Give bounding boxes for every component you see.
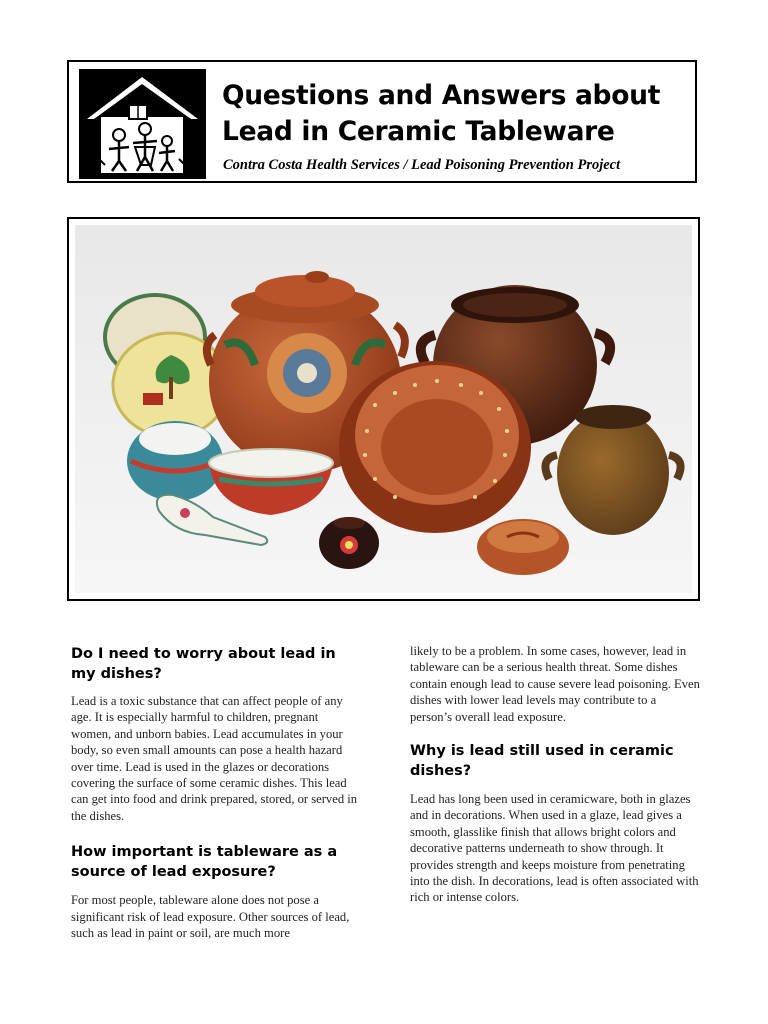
header-box <box>67 60 697 183</box>
page-title: Questions and Answers about Lead in Ceramic Tableware <box>222 80 661 147</box>
page-subtitle: Contra Costa Health Services / Lead Poisoning Prevention Project <box>223 157 621 173</box>
section-heading-why-used: Why is lead still used in ceramic dishes? <box>410 743 674 780</box>
ceramic-tableware-photo-icon <box>75 225 692 593</box>
tableware-photo <box>67 217 700 601</box>
section-heading-worry: Do I need to worry about lead in my dishes? <box>71 646 336 682</box>
left-column <box>71 644 361 941</box>
house-family-icon <box>79 69 206 179</box>
section-heading-importance: How important is tableware as a source of lead exposure? <box>71 844 338 881</box>
house-family-logo <box>79 69 206 179</box>
right-column <box>410 643 700 906</box>
section-body-importance-continued: likely to be a problem. In some cases, however, lead in tableware can be a serious health threat. Some dishes contain enough lead to cause severe lead poisoning. Even dishes with lower lead levels may contribute to a person’s overall lead exposure. <box>410 644 700 724</box>
section-body-worry: Lead is a toxic substance that can affect people of any age. It is especially harmful to children, pregnant women, and unborn babies. Lead accumulates in your body, so even small amounts can pose a health hazard over time. Lead is used in the glazes or decorations covering the surface of some ceramic dishes. This lead can get into food and drink prepared, stored, or served in the dishes. <box>71 694 358 823</box>
section-body-why-used: Lead has long been used in ceramicware, both in glazes and in decorations. When used in a glaze, lead gives a smooth, glasslike finish that allows bright colors and decorative patterns underneath to show through. It provides strength and keeps moisture from penetrating into the dish. In decorations, lead is often associated with rich or intense colors. <box>410 792 699 905</box>
section-body-importance: For most people, tableware alone does not pose a significant risk of lead exposure. Other sources of lead, such as lead in paint or soil, are much more <box>71 893 350 941</box>
